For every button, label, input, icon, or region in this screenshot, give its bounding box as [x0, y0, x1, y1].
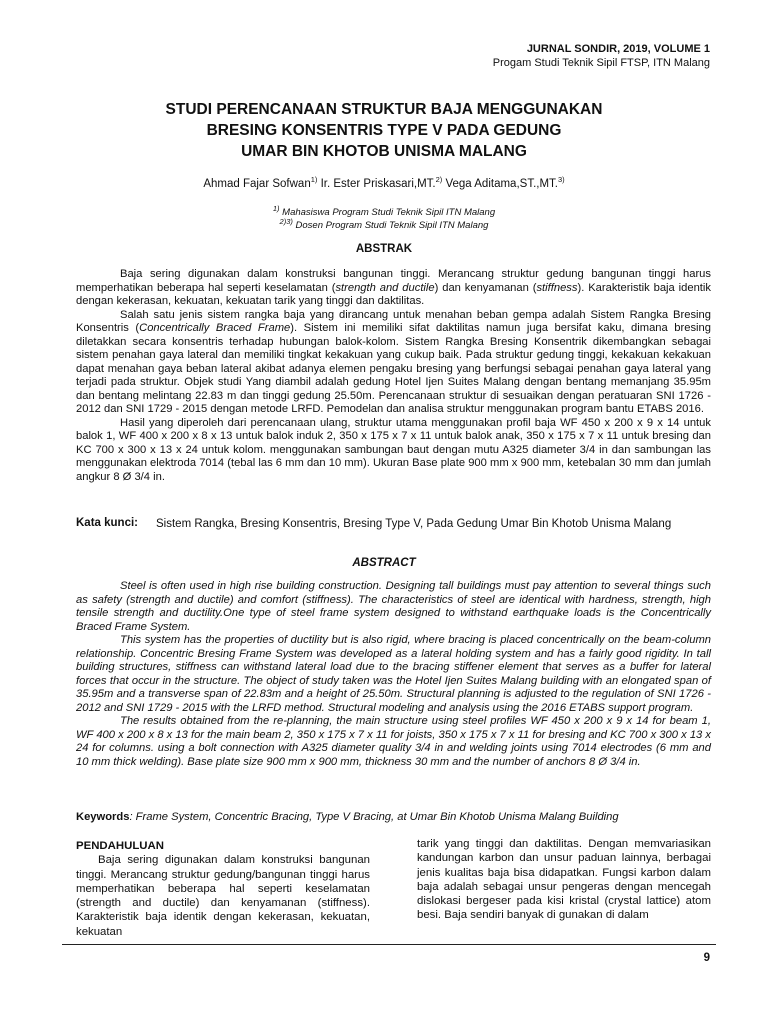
affiliation-2 — [60, 217, 708, 231]
abstrak-body — [76, 268, 711, 484]
program-name: Progam Studi Teknik Sipil FTSP, ITN Malang — [492, 57, 710, 69]
author-list — [60, 175, 708, 190]
author-1: Ahmad Fajar Sofwan — [203, 177, 311, 190]
page-number: 9 — [703, 952, 710, 964]
affiliation-1-text: Mahasiswa Program Studi Teknik Sipil ITN Malang — [279, 207, 496, 219]
title-line-2: BRESING KONSENTRIS TYPE V PADA GEDUNG — [206, 122, 562, 139]
abstract-paragraph-3: The results obtained from the re-planning, the main structure using steel profiles WF 450 x 200 x 9 x 14 for beam 1, WF 400 x 200 x 8 x 13 for the main beam 2, 350 x 175 x 7 x 11 for joists, 350 x 175 x 7 x 11 for bresing and KC 700 x 300 x 13 x 24 for columns. using a bolt connection with A325 diameter quality 3/4 in and welding joints using 7014 electrodes (6 mm and 10 mm thick welding). Base plate size 900 mm x 900 mm, thickness 30 mm and the number of anchors 8 Ø 3/4 in. — [76, 715, 711, 768]
keywords-line — [76, 811, 716, 823]
abstrak-p1-text-b: ) dan kenyamanan ( — [434, 281, 537, 294]
abstrak-paragraph-3: Hasil yang diperoleh dari perencanaan ulang, struktur utama menggunakan profil baja WF 450 x 200 x 9 x 14 untuk balok 1, WF 400 x 200 x 8 x 13 untuk balok induk 2, 350 x 175 x 7 x 11 untuk balok anak, 350 x 175 x 7 x 11 untuk bresing dan KC 700 x 300 x 13 x 24 untuk kolom. menggunakan sambungan baut dengan mutu A325 diameter 3/4 in dan sambungan las menggunakan elektroda 7014 (tebal las 6 mm dan 10 mm). Ukuran Base plate 900 mm x 900 mm, ketebalan 30 mm dan jumlah angkur 8 Ø 3/4 in. — [76, 416, 711, 483]
abstrak-p1-text-a: Baja sering digunakan dalam konstruksi bangunan tinggi. Merancang struktur gedung bangunan tinggi harus memperhatikan beberapa hal seperti keselamatan ( — [76, 268, 711, 294]
abstract-paragraph-1: Steel is often used in high rise building construction. Designing tall buildings must pay attention to several things such as safety (strength and ductile) and comfort (stiffness). The characteristics of steel are identical with hardness, strength, high tensile strength and ductility.One type of steel frame system designed to withstand earthquake loads is the Concentrically Braced Frame System. — [76, 580, 711, 633]
abstrak-heading: ABSTRAK — [355, 243, 413, 255]
right-column — [417, 837, 711, 923]
kata-kunci-text: Sistem Rangka, Bresing Konsentris, Bresing Type V, Pada Gedung Umar Bin Khotob Unisma Malang — [156, 518, 672, 530]
author-2-marker: 2) — [435, 175, 443, 184]
abstract-paragraph-2: This system has the properties of ductility but is also rigid, where bracing is placed concentrically on the beam-column relationship. Concentric Bresing Frame System was developed as a lateral holding system and has a fairly good rigidity. In tall building structures, stiffness can withstand lateral load due to the bracing stiffener element that serves as a buffer for lateral forces that occur in the structure. The object of study taken was the Hotel Ijen Suites Malang building with an elongated span of 35.95m and a transverse span of 22.83m and a height of 25.50m. Structural planning is adjusted to the regulation of SNI 1726 - 2012 and SNI 1729 - 2015 with the LRFD method. Structural modeling and analysis using the 2016 ETABS support program. — [76, 634, 711, 714]
author-3: Vega Aditama,ST.,MT. — [442, 177, 558, 190]
kata-kunci-label — [76, 517, 138, 529]
pendahuluan-left-body: Baja sering digunakan dalam konstruksi bangunan tinggi. Merancang struktur gedung/bangunan tinggi harus memperhatikan beberapa hal seperti keselamatan (strength and ductile) dan kenyamanan (stiffness). Karakteristik baja identik dengan kekerasan, kekuatan, kekuatan — [76, 854, 370, 938]
abstract-heading: ABSTRACT — [352, 557, 416, 569]
author-3-marker: 3) — [557, 175, 565, 184]
pendahuluan-right-body: tarik yang tinggi dan daktilitas. Dengan memvariasikan kandungan karbon dan unsur paduan lainnya, berbagai jenis kualitas baja bisa didapatkan. Fungsi karbon dalam baja adalah sebagai unsur pengeras dengan mencegah dislokasi bergeser pada kisi kristal (crystal lattice) atom besi. Baja sendiri banyak di gunakan di dalam — [417, 838, 711, 922]
keywords-text: : Frame System, Concentric Bracing, Type V Bracing, at Umar Bin Khotob Unisma Malang Building — [129, 811, 619, 823]
abstrak-p2-italic-1: Concentrically Braced Frame — [139, 322, 291, 334]
affiliation-2-text: Dosen Program Studi Teknik Sipil ITN Malang — [292, 220, 489, 232]
abstrak-paragraph-2 — [76, 309, 711, 417]
title-line-1: STUDI PERENCANAAN STRUKTUR BAJA MENGGUNAKAN — [165, 101, 603, 118]
affiliation-2-marker: 2)3) — [279, 217, 293, 226]
journal-name: JURNAL SONDIR, 2019, VOLUME 1 — [526, 43, 710, 55]
author-1-marker: 1) — [310, 175, 318, 184]
abstrak-paragraph-1 — [76, 268, 711, 309]
pendahuluan-heading: PENDAHULUAN — [76, 840, 164, 852]
affiliation-1-marker: 1) — [272, 204, 280, 213]
author-2: Ir. Ester Priskasari,MT. — [317, 177, 436, 190]
abstrak-p2-text-a: Salah satu jenis sistem rangka baja yang dirancang untuk menahan beban gempa adalah Sistem Rangka Bresing Konsentris ( — [76, 308, 711, 334]
left-column — [76, 839, 370, 939]
abstrak-p1-italic-1: strength and ductile — [335, 281, 435, 294]
kata-kunci-separator: : — [134, 517, 139, 529]
keywords-label: Keywords — [76, 811, 130, 823]
footer-rule — [62, 944, 716, 945]
abstrak-p1-italic-2: stiffness — [536, 281, 578, 294]
abstract-body — [76, 580, 711, 769]
paper-title — [60, 99, 708, 162]
abstrak-p1-text-c: ). Karakteristik baja identik dengan kekerasan, kekuatan, kekuatan tarik yang tinggi dan daktilitas. — [76, 281, 711, 307]
kata-kunci-label-text: Kata kunci — [76, 517, 135, 529]
abstrak-p2-text-b: ). Sistem ini memiliki sifat daktilitas namun juga bersifat kaku, dimana bresing diletakkan secara konsentris terhadap hubungan balok-kolom. Sistem Rangka Bresing Konsentrik dikembangkan sebagai sistem penahan gaya lateral dan memiliki tingkat kekakuan yang cukup baik. Pada struktur gedung tinggi, kekakuan kekakuan dapat menahan gaya beban lateral akibat adanya elemen pengaku bresing yang berfungsi sebagai penahan gaya lateral yang terjadi pada struktur. Objek studi Yang diambil adalah gedung Hotel Ijen Suites Malang dengan bentang memanjang 35.95m dan bentang melintang 22.83 m dan tinggi gedung 25.50m. Perencanaan struktur di sesuaikan dengan peratuaran SNI 1726 - 2012 dan SNI 1729 - 2015 dengan metode LRFD. Pemodelan dan analisa struktur menggunakan program bantu ETABS 2016. — [76, 322, 711, 415]
title-line-3: UMAR BIN KHOTOB UNISMA MALANG — [241, 143, 527, 160]
